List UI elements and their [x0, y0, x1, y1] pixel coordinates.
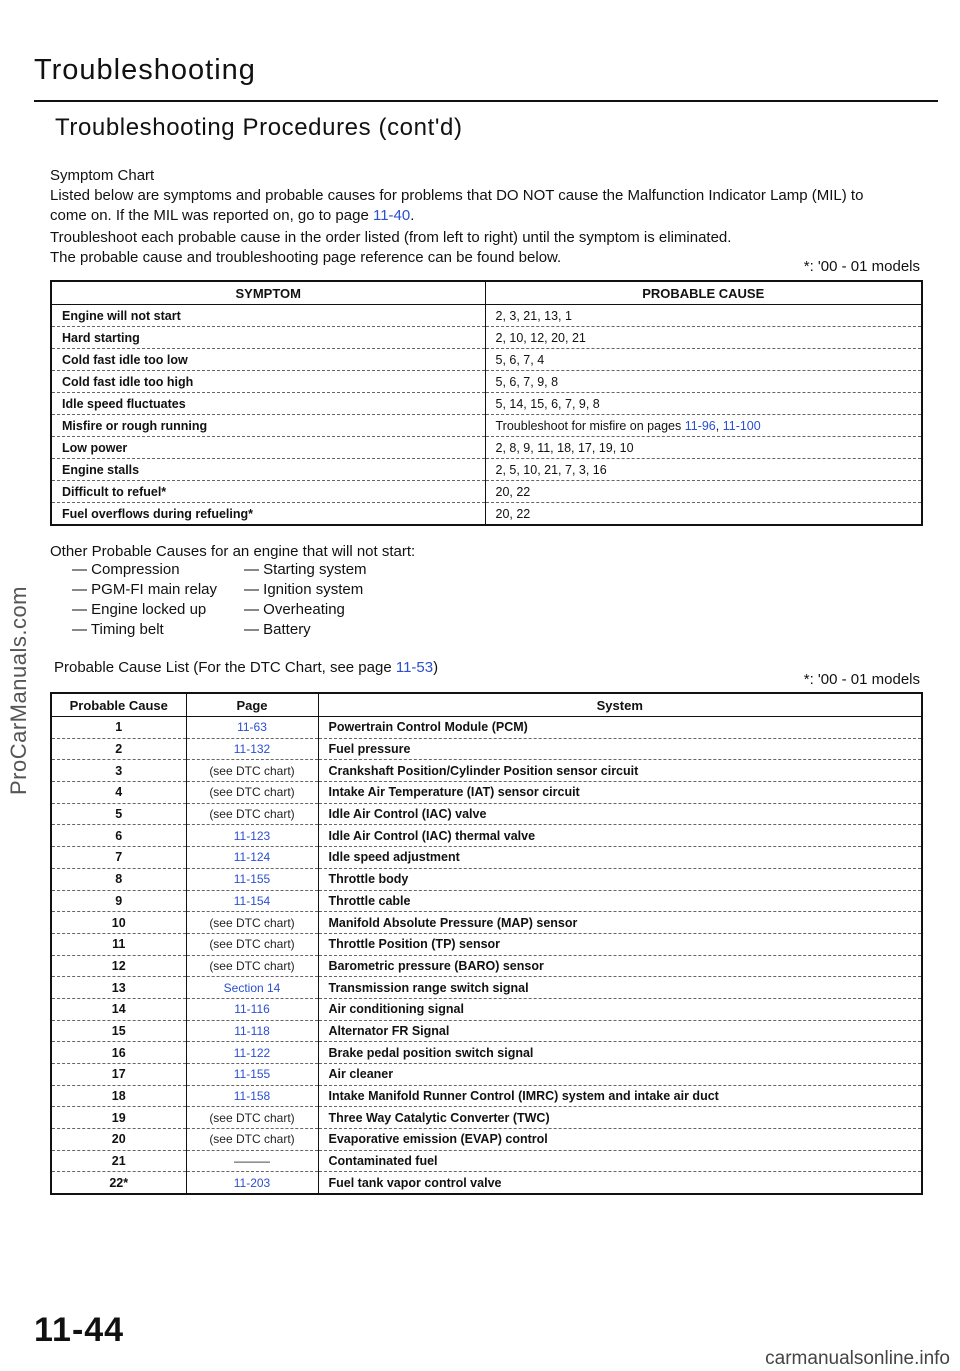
system-name: Alternator FR Signal	[318, 1020, 922, 1042]
system-name: Evaporative emission (EVAP) control	[318, 1129, 922, 1151]
symptom-cell: Cold fast idle too low	[51, 349, 485, 371]
page-link[interactable]: 11-96	[684, 418, 716, 433]
symptom-row	[51, 459, 922, 481]
cause-cell: 2, 8, 9, 11, 18, 17, 19, 10	[485, 437, 922, 459]
page-number: 11-44	[34, 1311, 125, 1349]
page-reference: (see DTC chart)	[186, 760, 318, 782]
cause-row	[51, 890, 922, 912]
symptom-cell: Engine stalls	[51, 459, 485, 481]
symptom-row	[51, 481, 922, 503]
symptom-row	[51, 437, 922, 459]
system-name: Throttle body	[318, 868, 922, 890]
page-reference-link[interactable]: 11-63	[186, 717, 318, 739]
cause-number: 18	[51, 1085, 186, 1107]
cause-number: 3	[51, 760, 186, 782]
system-name: Powertrain Control Module (PCM)	[318, 717, 922, 739]
other-causes-col1	[72, 560, 217, 640]
system-name: Idle Air Control (IAC) valve	[318, 803, 922, 825]
symptom-cell: Engine will not start	[51, 305, 485, 327]
cause-number: 21	[51, 1150, 186, 1172]
cause-number: 19	[51, 1107, 186, 1129]
cause-row	[51, 868, 922, 890]
system-name: Idle Air Control (IAC) thermal valve	[318, 825, 922, 847]
cause-cell: 5, 6, 7, 9, 8	[485, 371, 922, 393]
cause-row	[51, 1085, 922, 1107]
cause-row	[51, 782, 922, 804]
cause-number: 16	[51, 1042, 186, 1064]
system-col-header: System	[318, 693, 922, 717]
symptom-table-header	[51, 281, 922, 305]
intro-line-2-text: come on. If the MIL was reported on, go to page	[50, 207, 373, 224]
cause-cell: 20, 22	[485, 503, 922, 526]
symptom-header: SYMPTOM	[51, 281, 485, 305]
symptom-row	[51, 415, 922, 437]
cause-text: Troubleshoot for misfire on pages	[495, 418, 685, 433]
cause-cell: 20, 22	[485, 481, 922, 503]
cause-cell: 5, 6, 7, 4	[485, 349, 922, 371]
other-cause-item: — Timing belt	[72, 621, 164, 638]
page-reference-link[interactable]: 11-123	[186, 825, 318, 847]
probable-cause-col-header: Probable Cause	[51, 693, 186, 717]
page-reference-link[interactable]: 11-158	[186, 1085, 318, 1107]
cause-number: 11	[51, 933, 186, 955]
system-name: Three Way Catalytic Converter (TWC)	[318, 1107, 922, 1129]
cause-row	[51, 738, 922, 760]
cause-number: 10	[51, 912, 186, 934]
symptom-cell: Difficult to refuel*	[51, 481, 485, 503]
cause-number: 1	[51, 717, 186, 739]
cause-row	[51, 1020, 922, 1042]
system-name: Contaminated fuel	[318, 1150, 922, 1172]
system-name: Fuel pressure	[318, 738, 922, 760]
cause-row	[51, 977, 922, 999]
page-reference-link[interactable]: 11-155	[186, 868, 318, 890]
other-cause-item: — Engine locked up	[72, 601, 207, 618]
cause-row	[51, 825, 922, 847]
cause-row	[51, 1042, 922, 1064]
symptom-cell: Misfire or rough running	[51, 415, 485, 437]
cause-row	[51, 803, 922, 825]
intro-line-4: The probable cause and troubleshooting page reference can be found below.	[50, 249, 562, 266]
symptom-chart-heading: Symptom Chart	[50, 167, 155, 184]
system-name: Idle speed adjustment	[318, 847, 922, 869]
cause-list-heading-text: Probable Cause List (For the DTC Chart, see page	[54, 659, 396, 676]
cause-number: 12	[51, 955, 186, 977]
system-name: Throttle cable	[318, 890, 922, 912]
intro-line-1: Listed below are symptoms and probable causes for problems that DO NOT cause the Malfunction Indicator Lamp (MIL) to	[50, 187, 864, 204]
cause-row	[51, 1107, 922, 1129]
cause-cell: 5, 14, 15, 6, 7, 9, 8	[485, 393, 922, 415]
cause-cell: 2, 3, 21, 13, 1	[485, 305, 922, 327]
cause-row	[51, 847, 922, 869]
title-rule	[34, 100, 938, 102]
cause-row	[51, 1129, 922, 1151]
cause-number: 13	[51, 977, 186, 999]
system-name: Air cleaner	[318, 1064, 922, 1086]
other-cause-item: — Overheating	[244, 601, 345, 618]
page-link-11-53[interactable]: 11-53	[395, 659, 434, 676]
side-watermark: ProCarManuals.com	[6, 585, 31, 795]
system-name: Barometric pressure (BARO) sensor	[318, 955, 922, 977]
system-name: Transmission range switch signal	[318, 977, 922, 999]
symptom-row	[51, 503, 922, 526]
section-title: Troubleshooting Procedures (cont'd)	[55, 114, 463, 141]
page-reference: (see DTC chart)	[186, 912, 318, 934]
page-reference-link[interactable]: 11-124	[186, 847, 318, 869]
symptom-row	[51, 305, 922, 327]
intro-line-3: Troubleshoot each probable cause in the order listed (from left to right) until the symptom is eliminated.	[50, 229, 732, 246]
page-link[interactable]: 11-100	[722, 418, 761, 433]
page-reference: (see DTC chart)	[186, 1129, 318, 1151]
cause-row	[51, 998, 922, 1020]
cause-number: 14	[51, 998, 186, 1020]
cause-number: 2	[51, 738, 186, 760]
cause-list-heading	[54, 658, 934, 678]
page-reference-link[interactable]: 11-122	[186, 1042, 318, 1064]
cause-number: 7	[51, 847, 186, 869]
page-reference-link[interactable]: 11-132	[186, 738, 318, 760]
cause-cell: 2, 5, 10, 21, 7, 3, 16	[485, 459, 922, 481]
system-name: Fuel tank vapor control valve	[318, 1172, 922, 1194]
page-reference: (see DTC chart)	[186, 1107, 318, 1129]
cause-number: 15	[51, 1020, 186, 1042]
page-title: Troubleshooting	[34, 54, 256, 86]
intro-line-2	[50, 206, 930, 226]
page-reference: (see DTC chart)	[186, 782, 318, 804]
cause-cell	[485, 415, 922, 437]
symptom-cell: Cold fast idle too high	[51, 371, 485, 393]
cause-row	[51, 933, 922, 955]
model-note-1: *: '00 - 01 models	[803, 258, 920, 275]
page-reference: (see DTC chart)	[186, 933, 318, 955]
symptom-cell: Hard starting	[51, 327, 485, 349]
cause-number: 22*	[109, 1175, 129, 1190]
page-link-11-40[interactable]: 11-40	[372, 207, 411, 224]
probable-cause-header: PROBABLE CAUSE	[485, 281, 922, 305]
cause-row	[51, 955, 922, 977]
symptom-table	[50, 280, 923, 526]
system-name: Crankshaft Position/Cylinder Position sensor circuit	[318, 760, 922, 782]
other-cause-item: — Battery	[244, 621, 311, 638]
symptom-cell: Idle speed fluctuates	[51, 393, 485, 415]
cause-row	[51, 760, 922, 782]
symptom-cell: Low power	[51, 437, 485, 459]
system-name: Intake Manifold Runner Control (IMRC) system and intake air duct	[318, 1085, 922, 1107]
other-causes-col2	[244, 560, 367, 640]
model-note-2: *: '00 - 01 models	[803, 671, 920, 688]
symptom-row	[51, 393, 922, 415]
other-cause-item: — Ignition system	[244, 581, 364, 598]
symptom-row	[51, 349, 922, 371]
cause-number: 4	[51, 782, 186, 804]
page-reference-link[interactable]: 11-203	[186, 1172, 318, 1194]
cause-row	[51, 717, 922, 739]
other-cause-item: — Starting system	[244, 561, 367, 578]
cause-cell: 2, 10, 12, 20, 21	[485, 327, 922, 349]
symptom-row	[51, 327, 922, 349]
intro-line-2-end: .	[410, 207, 415, 224]
cause-list-table	[50, 692, 923, 1195]
link-separator: ,	[715, 418, 723, 433]
cause-row	[51, 1150, 922, 1172]
page-reference: (see DTC chart)	[186, 955, 318, 977]
cause-row	[51, 1172, 922, 1194]
cause-row	[51, 912, 922, 934]
cause-row	[51, 1064, 922, 1086]
cause-number: 20	[51, 1129, 186, 1151]
page-reference: ———	[186, 1150, 318, 1172]
cause-number: 9	[51, 890, 186, 912]
page-reference-link[interactable]: 11-116	[186, 998, 318, 1020]
other-causes-heading: Other Probable Causes for an engine that will not start:	[50, 543, 416, 560]
cause-list-header	[51, 693, 922, 717]
page-reference-link[interactable]: 11-154	[186, 890, 318, 912]
system-name: Manifold Absolute Pressure (MAP) sensor	[318, 912, 922, 934]
cause-number: 8	[51, 868, 186, 890]
page-reference-link[interactable]: 11-155	[186, 1064, 318, 1086]
other-cause-item: — Compression	[72, 561, 180, 578]
cause-number: 5	[51, 803, 186, 825]
page-reference-link[interactable]: 11-118	[186, 1020, 318, 1042]
system-name: Brake pedal position switch signal	[318, 1042, 922, 1064]
cause-list-heading-end: )	[433, 659, 439, 676]
symptom-cell: Fuel overflows during refueling*	[62, 506, 253, 521]
footer-watermark: carmanualsonline.info	[765, 1348, 950, 1369]
system-name: Intake Air Temperature (IAT) sensor circuit	[318, 782, 922, 804]
page-col-header: Page	[186, 693, 318, 717]
symptom-row	[51, 371, 922, 393]
other-cause-item: — PGM-FI main relay	[72, 581, 218, 598]
cause-number: 17	[51, 1064, 186, 1086]
cause-number: 6	[51, 825, 186, 847]
page-reference-link[interactable]: Section 14	[186, 977, 318, 999]
system-name: Air conditioning signal	[318, 998, 922, 1020]
page-reference: (see DTC chart)	[186, 803, 318, 825]
system-name: Throttle Position (TP) sensor	[318, 933, 922, 955]
